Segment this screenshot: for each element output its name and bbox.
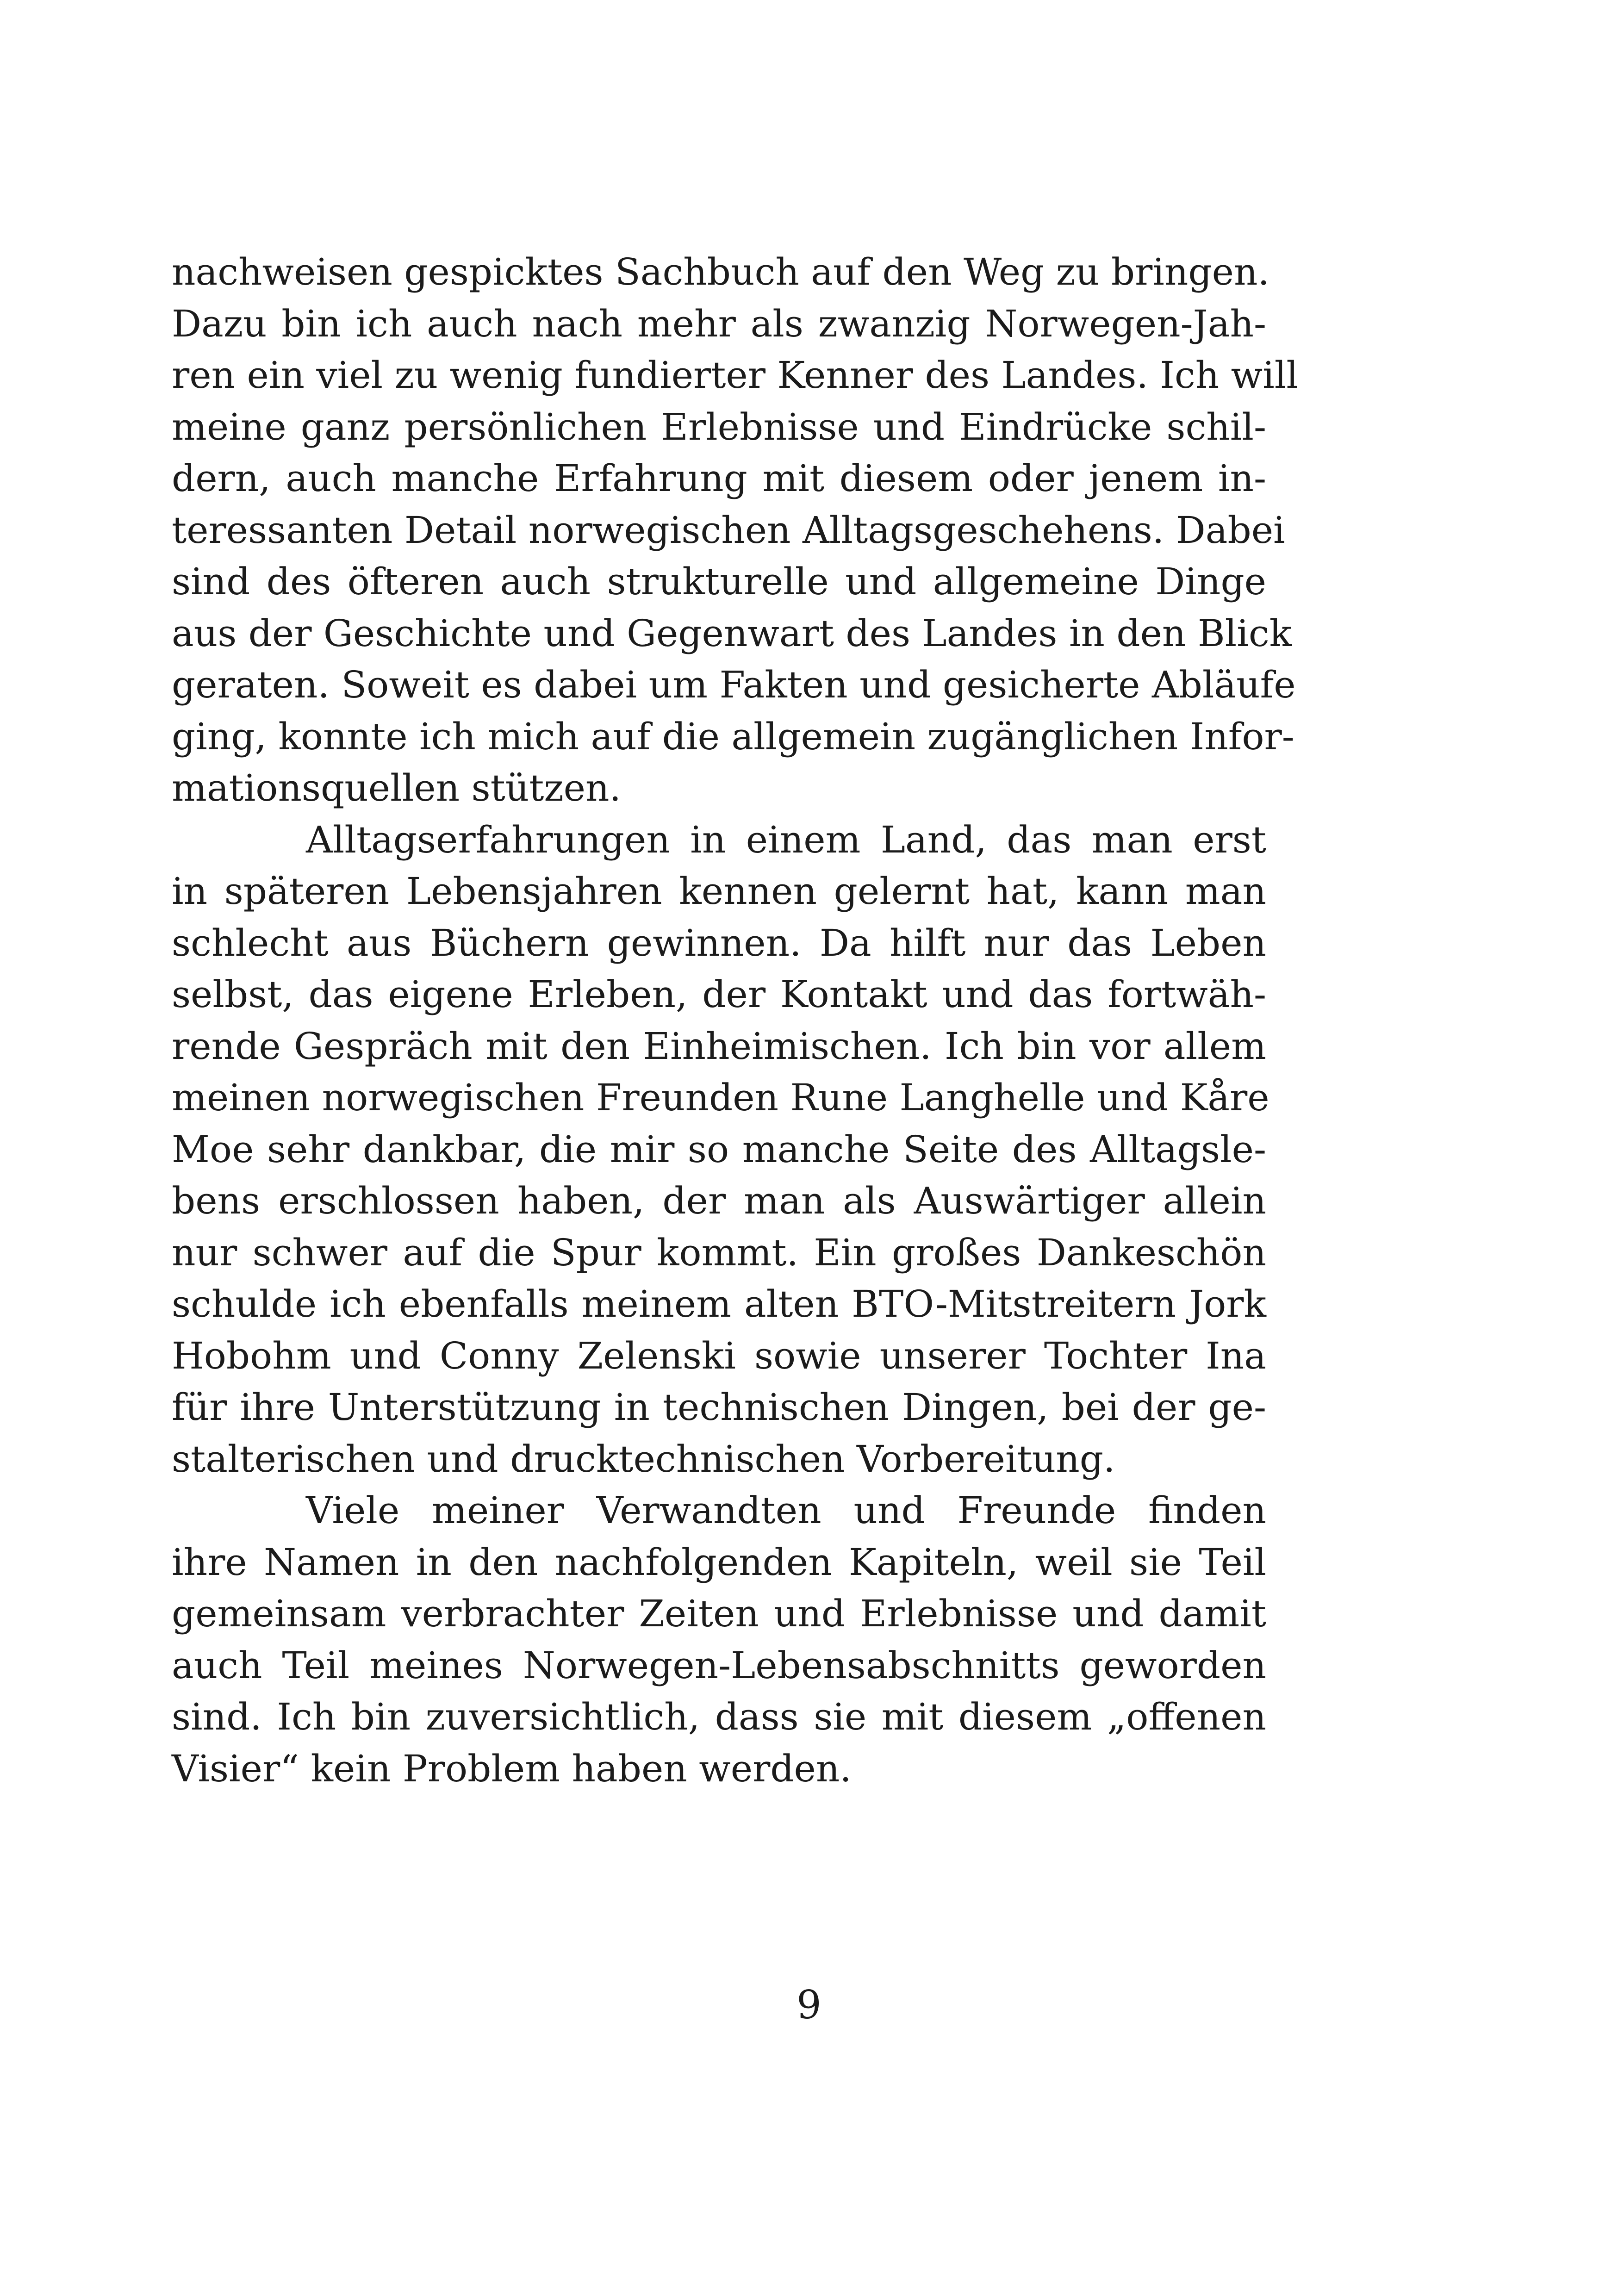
paragraph bbox=[172, 814, 1270, 1485]
text-line: aus der Geschichte und Gegenwart des Landes in den Blick bbox=[172, 611, 1292, 655]
text-line: mationsquellen stützen. bbox=[172, 766, 621, 809]
text-line: stalterischen und drucktechnischen Vorbereitung. bbox=[172, 1437, 1115, 1481]
text-line: bens erschlossen haben, der man als Auswärtiger allein bbox=[172, 1179, 1266, 1222]
text-line: Dazu bin ich auch nach mehr als zwanzig Norwegen-Jah- bbox=[172, 302, 1266, 345]
text-line: selbst, das eigene Erleben, der Kontakt und das fortwäh- bbox=[172, 973, 1266, 1016]
text-line: Viele meiner Verwandten und Freunde finden bbox=[306, 1489, 1266, 1532]
paragraph bbox=[172, 1485, 1266, 1794]
text-line: rende Gespräch mit den Einheimischen. Ich bin vor allem bbox=[172, 1024, 1266, 1068]
text-line: schulde ich ebenfalls meinem alten BTO-Mitstreitern Jork bbox=[172, 1282, 1266, 1325]
text-line: Alltagserfahrungen in einem Land, das man erst bbox=[306, 818, 1266, 861]
text-line: Visier“ kein Problem haben werden. bbox=[172, 1747, 852, 1790]
text-line: sind des öfteren auch strukturelle und allgemeine Dinge bbox=[172, 560, 1266, 603]
text-line: sind. Ich bin zuversichtlich, dass sie mit diesem „offenen bbox=[172, 1695, 1266, 1738]
text-line: nur schwer auf die Spur kommt. Ein großes Dankeschön bbox=[172, 1231, 1266, 1274]
text-line: gemeinsam verbrachter Zeiten und Erlebnisse und damit bbox=[172, 1592, 1266, 1635]
text-line: ihre Namen in den nachfolgenden Kapiteln, weil sie Teil bbox=[172, 1540, 1266, 1584]
text-line: nachweisen gespicktes Sachbuch auf den Weg zu bringen. bbox=[172, 250, 1270, 293]
text-line: auch Teil meines Norwegen-Lebensabschnitts geworden bbox=[172, 1643, 1266, 1687]
text-line: ging, konnte ich mich auf die allgemein zugänglichen Infor- bbox=[172, 715, 1294, 758]
page-number: 9 bbox=[797, 1982, 821, 2028]
text-line: geraten. Soweit es dabei um Fakten und gesicherte Abläufe bbox=[172, 663, 1296, 706]
text-line: meine ganz persönlichen Erlebnisse und Eindrücke schil- bbox=[172, 405, 1266, 448]
text-line: Moe sehr dankbar, die mir so manche Seite des Alltagsle- bbox=[172, 1127, 1266, 1171]
text-line: Hobohm und Conny Zelenski sowie unserer Tochter Ina bbox=[172, 1334, 1266, 1377]
text-line: meinen norwegischen Freunden Rune Langhelle und Kåre bbox=[172, 1076, 1270, 1119]
text-line: dern, auch manche Erfahrung mit diesem oder jenem in- bbox=[172, 457, 1266, 500]
body-text bbox=[172, 246, 1298, 1794]
text-line: teressanten Detail norwegischen Alltagsgeschehens. Dabei bbox=[172, 508, 1285, 552]
paragraph bbox=[172, 246, 1298, 814]
text-line: in späteren Lebensjahren kennen gelernt hat, kann man bbox=[172, 870, 1266, 913]
text-line: für ihre Unterstützung in technischen Dingen, bei der ge- bbox=[172, 1386, 1266, 1429]
text-line: ren ein viel zu wenig fundierter Kenner des Landes. Ich will bbox=[172, 354, 1298, 397]
text-line: schlecht aus Büchern gewinnen. Da hilft nur das Leben bbox=[172, 921, 1266, 964]
